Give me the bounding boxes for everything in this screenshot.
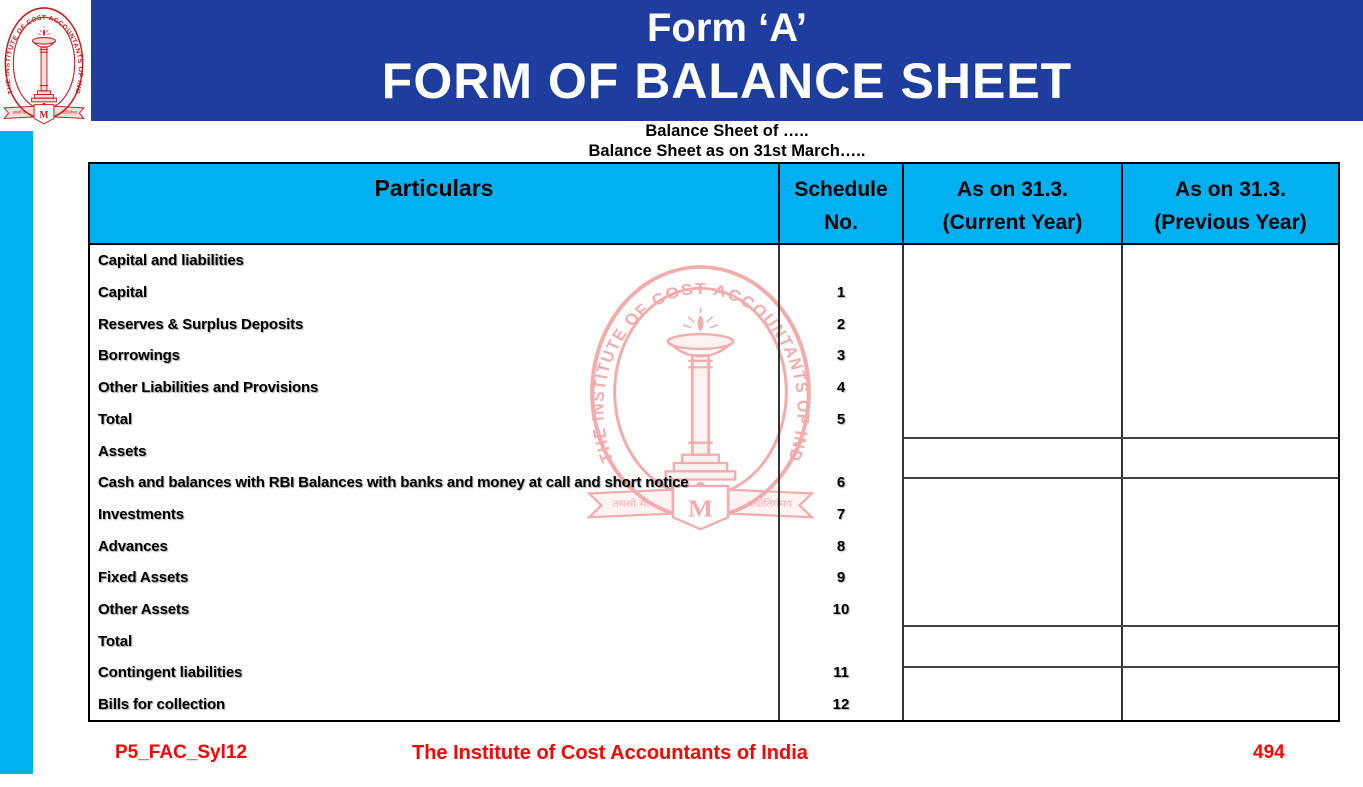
row-particulars-label: Total [98, 632, 132, 650]
previous-year-header-line1: As on 31.3. [1175, 178, 1286, 201]
column-header-current-year [902, 164, 1121, 243]
row-schedule-number: 9 [836, 569, 846, 587]
table-header-row [90, 164, 1338, 245]
row-particulars-label: Advances [98, 537, 168, 555]
row-particulars-label: Borrowings [98, 347, 180, 365]
row-schedule-number: 2 [836, 315, 846, 333]
table-row [90, 499, 1338, 531]
row-particulars-label: Investments [98, 505, 184, 523]
table-row [90, 245, 1338, 277]
table-row [90, 625, 1338, 657]
table-row [90, 530, 1338, 562]
column-header-schedule-no [778, 164, 902, 243]
balance-sheet-table [88, 162, 1340, 722]
row-particulars-label: Reserves & Surplus Deposits [98, 315, 304, 333]
footer-institute-name: The Institute of Cost Accountants of India [412, 742, 808, 764]
row-particulars-label: Assets [98, 442, 147, 460]
row-particulars-label: Capital and liabilities [98, 252, 244, 270]
left-accent-stripe [0, 131, 33, 774]
schedule-header-line1: Schedule [794, 178, 888, 201]
table-row [90, 689, 1338, 721]
row-particulars-label: Other Assets [98, 601, 190, 619]
row-particulars-label: Contingent liabilities [98, 664, 243, 682]
schedule-header-line2: No. [824, 211, 858, 234]
column-header-particulars: Particulars [374, 175, 494, 201]
row-schedule-number: 10 [832, 601, 850, 619]
subtitle-line2: Balance Sheet as on 31st March….. [588, 142, 866, 160]
subtitle-block [91, 121, 1363, 161]
row-particulars-label: Other Liabilities and Provisions [98, 379, 319, 397]
table-row [90, 340, 1338, 372]
row-schedule-number: 8 [836, 537, 846, 555]
header-band [91, 0, 1363, 121]
row-particulars-label: Total [98, 410, 132, 428]
row-schedule-number: 3 [836, 347, 846, 365]
row-schedule-number: 12 [832, 696, 850, 714]
row-schedule-number: 1 [836, 284, 846, 302]
row-schedule-number: 5 [836, 410, 846, 428]
current-year-header-line2: (Current Year) [942, 211, 1083, 234]
table-row [90, 277, 1338, 309]
row-particulars-label: Bills for collection [98, 696, 226, 714]
institute-logo [0, 0, 88, 128]
row-schedule-number [780, 245, 902, 277]
slide-title-line1: Form ‘A’ [646, 6, 808, 50]
table-row [90, 594, 1338, 626]
row-schedule-number: 4 [836, 379, 846, 397]
table-row [90, 372, 1338, 404]
footer-course-code: P5_FAC_Syl12 [115, 742, 248, 763]
table-row [90, 308, 1338, 340]
row-particulars-label: Fixed Assets [98, 569, 189, 587]
row-schedule-number: 6 [836, 474, 846, 492]
table-row [90, 562, 1338, 594]
row-schedule-number [780, 625, 902, 657]
row-particulars-label: Capital [98, 284, 147, 302]
table-row [90, 404, 1338, 436]
row-particulars-label: Cash and balances with RBI Balances with banks and money at call and short notice [98, 474, 689, 492]
institute-logo-icon [2, 3, 86, 125]
table-row [90, 435, 1338, 467]
table-row [90, 657, 1338, 689]
current-year-header-line1: As on 31.3. [957, 178, 1068, 201]
row-schedule-number: 11 [833, 664, 849, 682]
previous-year-header-line2: (Previous Year) [1154, 211, 1307, 234]
table-body [90, 245, 1338, 720]
slide-title-line2: FORM OF BALANCE SHEET [381, 53, 1073, 109]
column-header-previous-year [1121, 164, 1338, 243]
row-schedule-number: 7 [836, 505, 846, 523]
table-row [90, 467, 1338, 499]
row-schedule-number [780, 435, 902, 467]
footer-page-number: 494 [1253, 742, 1285, 763]
subtitle-line1: Balance Sheet of ….. [645, 122, 809, 140]
